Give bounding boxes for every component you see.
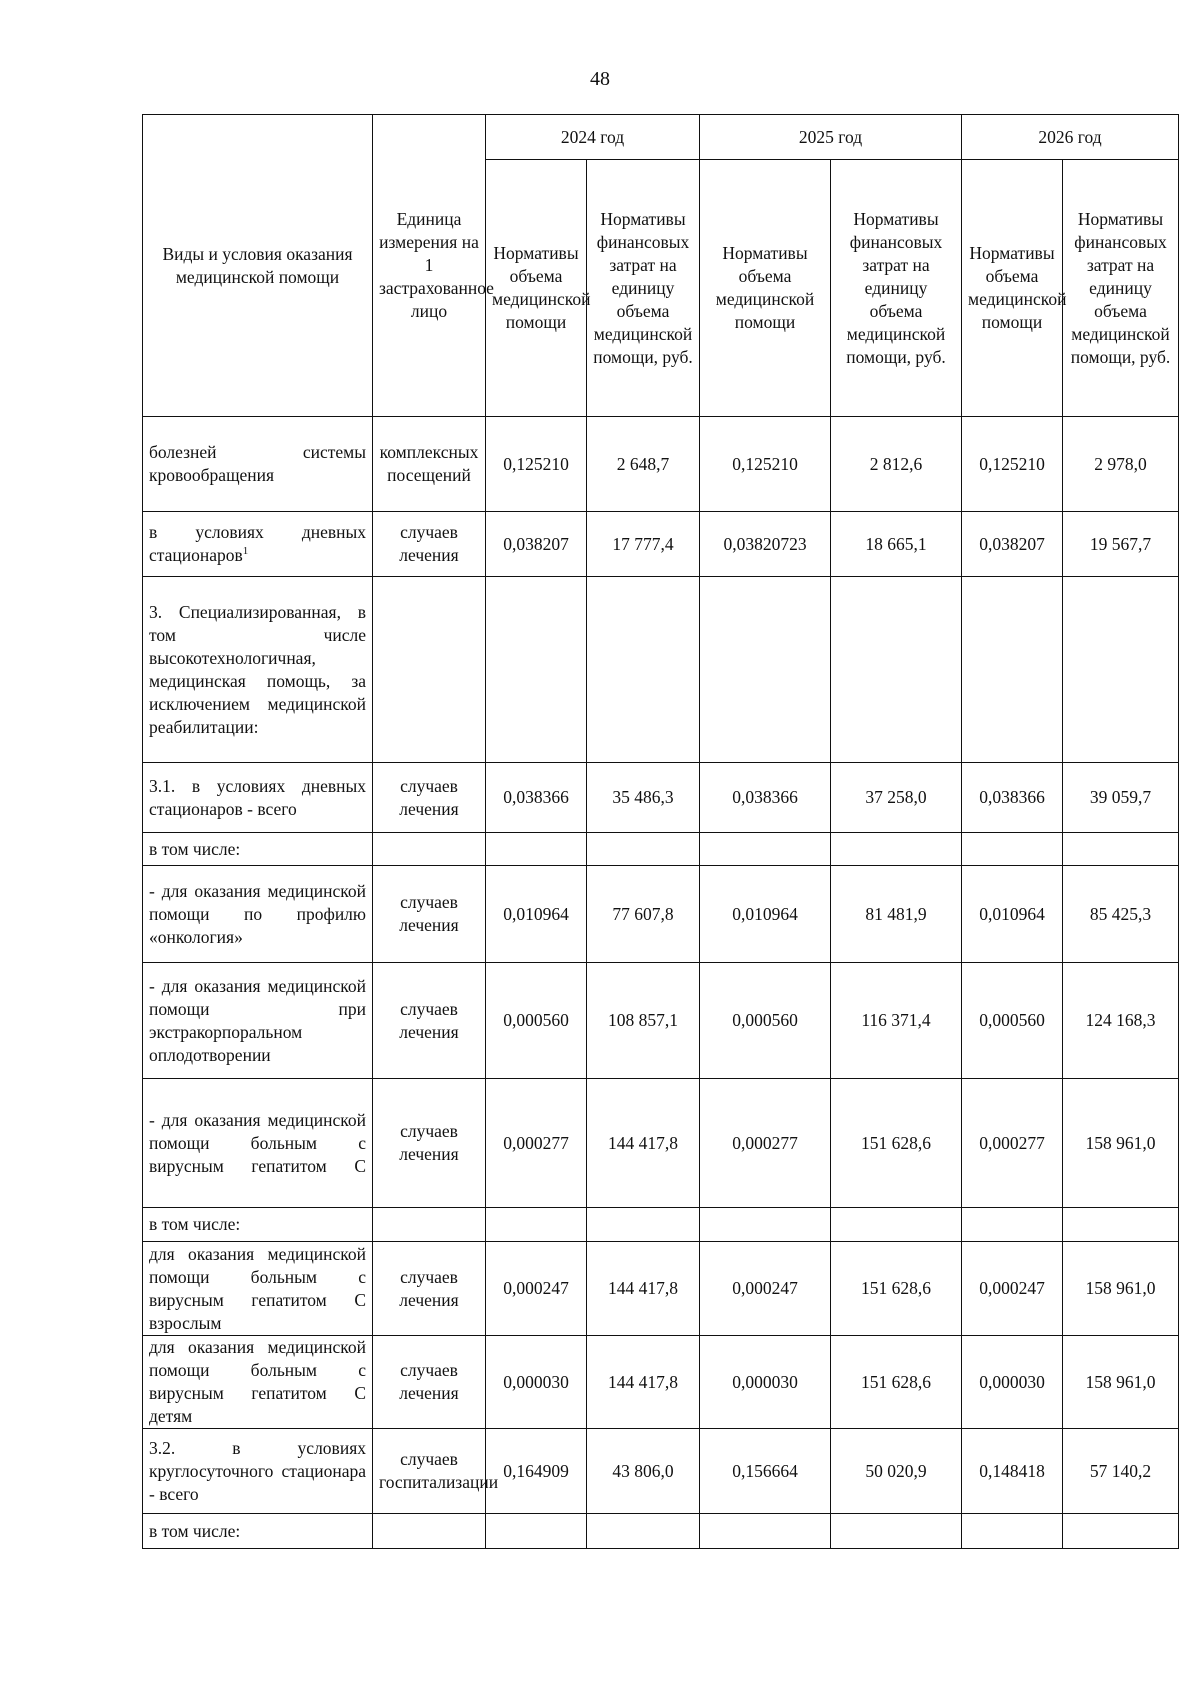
cell-v2025 <box>700 1208 831 1242</box>
row-description-text: 3.2. в условиях круглосуточного стационара - всего <box>149 1437 366 1504</box>
cell-v2026: 0,000247 <box>962 1242 1063 1336</box>
cell-v2024: 0,000247 <box>486 1242 587 1336</box>
row-unit: случаев лечения <box>373 512 486 577</box>
row-unit: случаев лечения <box>373 1336 486 1429</box>
cell-v2024: 0,164909 <box>486 1429 587 1514</box>
cell-v2025: 0,000560 <box>700 963 831 1079</box>
cell-f2026: 39 059,7 <box>1063 763 1179 833</box>
cell-f2024 <box>587 1208 700 1242</box>
cell-v2026: 0,010964 <box>962 866 1063 963</box>
row-description <box>143 963 373 1079</box>
table-row <box>143 1208 1179 1242</box>
cell-f2025 <box>831 577 962 763</box>
cell-f2026: 158 961,0 <box>1063 1336 1179 1429</box>
cell-v2026 <box>962 577 1063 763</box>
row-unit <box>373 1208 486 1242</box>
row-description <box>143 763 373 833</box>
row-description <box>143 1079 373 1208</box>
header-year-2024: 2024 год <box>486 115 700 160</box>
cell-v2026: 0,038207 <box>962 512 1063 577</box>
cell-v2025: 0,156664 <box>700 1429 831 1514</box>
row-description <box>143 417 373 512</box>
footnote-mark: 1 <box>242 545 249 558</box>
header-year-2025: 2025 год <box>700 115 962 160</box>
header-2024-volume: Нормативы объема медицинской помощи <box>486 160 587 417</box>
row-description-text: в том числе: <box>149 1520 241 1541</box>
row-description <box>143 1208 373 1242</box>
cell-f2024: 144 417,8 <box>587 1079 700 1208</box>
table-row <box>143 577 1179 763</box>
cell-f2025: 151 628,6 <box>831 1336 962 1429</box>
row-description-text: для оказания медицинской помощи больным с вирусным гепатитом С взрослым <box>149 1243 366 1333</box>
cell-v2025 <box>700 1514 831 1549</box>
table-row <box>143 417 1179 512</box>
page-number: 48 <box>590 68 610 90</box>
row-unit: комплексных посещений <box>373 417 486 512</box>
cell-f2025: 37 258,0 <box>831 763 962 833</box>
cell-v2026: 0,148418 <box>962 1429 1063 1514</box>
cell-v2025: 0,03820723 <box>700 512 831 577</box>
row-description-text: в том числе: <box>149 1214 241 1234</box>
cell-f2025: 81 481,9 <box>831 866 962 963</box>
cell-v2024: 0,000030 <box>486 1336 587 1429</box>
cell-f2026: 85 425,3 <box>1063 866 1179 963</box>
table-row <box>143 512 1179 577</box>
cell-f2024: 108 857,1 <box>587 963 700 1079</box>
cell-v2026: 0,000277 <box>962 1079 1063 1208</box>
cell-f2026: 2 978,0 <box>1063 417 1179 512</box>
header-year-2026: 2026 год <box>962 115 1179 160</box>
row-unit: случаев госпитализации <box>373 1429 486 1514</box>
cell-f2025: 151 628,6 <box>831 1079 962 1208</box>
header-unit: Единица измерения на 1 застрахованное лицо <box>373 115 486 417</box>
cell-v2024: 0,125210 <box>486 417 587 512</box>
row-unit: случаев лечения <box>373 1079 486 1208</box>
table-row <box>143 833 1179 866</box>
cell-f2024 <box>587 1514 700 1549</box>
cell-v2026: 0,125210 <box>962 417 1063 512</box>
row-description-text: в том числе: <box>149 838 241 859</box>
row-description <box>143 1429 373 1514</box>
header-2025-volume: Нормативы объема медицинской помощи <box>700 160 831 417</box>
cell-f2026 <box>1063 1514 1179 1549</box>
cell-v2025: 0,000030 <box>700 1336 831 1429</box>
header-2026-financial: Нормативы финансовых затрат на единицу объема медицинской помощи, руб. <box>1063 160 1179 417</box>
cell-v2025: 0,125210 <box>700 417 831 512</box>
cell-f2026 <box>1063 833 1179 866</box>
cell-v2025: 0,010964 <box>700 866 831 963</box>
cell-v2025: 0,038366 <box>700 763 831 833</box>
header-2024-financial: Нормативы финансовых затрат на единицу объема медицинской помощи, руб. <box>587 160 700 417</box>
cell-v2024 <box>486 1514 587 1549</box>
cell-f2025 <box>831 1514 962 1549</box>
cell-f2026: 57 140,2 <box>1063 1429 1179 1514</box>
cell-v2026 <box>962 833 1063 866</box>
cell-f2026 <box>1063 577 1179 763</box>
table-row <box>143 1079 1179 1208</box>
cell-f2024 <box>587 577 700 763</box>
cell-v2024 <box>486 833 587 866</box>
cell-f2026 <box>1063 1208 1179 1242</box>
row-unit: случаев лечения <box>373 866 486 963</box>
cell-f2024 <box>587 833 700 866</box>
cell-f2025 <box>831 1208 962 1242</box>
row-description-text: для оказания медицинской помощи больным с вирусным гепатитом С детям <box>149 1337 366 1426</box>
row-unit <box>373 1514 486 1549</box>
row-description-text: болезней системы кровообращения <box>149 442 366 485</box>
cell-v2025 <box>700 577 831 763</box>
row-description <box>143 1242 373 1336</box>
header-2025-financial: Нормативы финансовых затрат на единицу объема медицинской помощи, руб. <box>831 160 962 417</box>
cell-f2024: 43 806,0 <box>587 1429 700 1514</box>
header-2026-volume: Нормативы объема медицинской помощи <box>962 160 1063 417</box>
cell-f2026: 124 168,3 <box>1063 963 1179 1079</box>
cell-v2026: 0,038366 <box>962 763 1063 833</box>
table-row <box>143 763 1179 833</box>
row-description <box>143 866 373 963</box>
cell-f2025: 18 665,1 <box>831 512 962 577</box>
row-unit: случаев лечения <box>373 1242 486 1336</box>
cell-f2025: 116 371,4 <box>831 963 962 1079</box>
cell-v2024: 0,038207 <box>486 512 587 577</box>
cell-f2026: 158 961,0 <box>1063 1079 1179 1208</box>
cell-f2024: 77 607,8 <box>587 866 700 963</box>
cell-f2025 <box>831 833 962 866</box>
cell-f2024: 144 417,8 <box>587 1242 700 1336</box>
row-unit: случаев лечения <box>373 763 486 833</box>
cell-f2025: 2 812,6 <box>831 417 962 512</box>
table-row <box>143 1514 1179 1549</box>
row-description-text: 3. Специализированная, в том числе высокотехнологичная, медицинская помощь, за исключением медицинской реабилитации: <box>149 601 366 737</box>
cell-f2026: 19 567,7 <box>1063 512 1179 577</box>
cell-f2026: 158 961,0 <box>1063 1242 1179 1336</box>
cell-v2024 <box>486 577 587 763</box>
table-row <box>143 963 1179 1079</box>
cell-f2025: 151 628,6 <box>831 1242 962 1336</box>
row-unit <box>373 577 486 763</box>
row-description <box>143 833 373 866</box>
cell-v2026: 0,000560 <box>962 963 1063 1079</box>
cell-f2025: 50 020,9 <box>831 1429 962 1514</box>
row-description-text: 3.1. в условиях дневных стационаров - всего <box>149 775 366 819</box>
row-description <box>143 1514 373 1549</box>
cell-f2024: 35 486,3 <box>587 763 700 833</box>
cell-v2026 <box>962 1208 1063 1242</box>
cell-v2024: 0,000560 <box>486 963 587 1079</box>
table-row <box>143 1336 1179 1429</box>
row-unit <box>373 833 486 866</box>
cell-f2024: 17 777,4 <box>587 512 700 577</box>
row-description <box>143 512 373 577</box>
cell-v2024 <box>486 1208 587 1242</box>
row-description-text: - для оказания медицинской помощи больным с вирусным гепатитом С <box>149 1109 366 1176</box>
row-description-text: - для оказания медицинской помощи по профилю «онкология» <box>149 880 366 947</box>
cell-v2025: 0,000277 <box>700 1079 831 1208</box>
cell-v2024: 0,000277 <box>486 1079 587 1208</box>
cell-v2024: 0,010964 <box>486 866 587 963</box>
cell-v2025 <box>700 833 831 866</box>
cell-f2024: 144 417,8 <box>587 1336 700 1429</box>
cell-v2026: 0,000030 <box>962 1336 1063 1429</box>
table-row <box>143 1242 1179 1336</box>
norms-table <box>142 114 1179 1549</box>
row-description <box>143 1336 373 1429</box>
cell-v2026 <box>962 1514 1063 1549</box>
row-description <box>143 577 373 763</box>
row-unit: случаев лечения <box>373 963 486 1079</box>
cell-v2024: 0,038366 <box>486 763 587 833</box>
cell-f2024: 2 648,7 <box>587 417 700 512</box>
header-type-of-care: Виды и условия оказания медицинской помощи <box>143 115 373 417</box>
table-row <box>143 1429 1179 1514</box>
table-row <box>143 866 1179 963</box>
cell-v2025: 0,000247 <box>700 1242 831 1336</box>
row-description-text: - для оказания медицинской помощи при экстракорпоральном оплодотворении <box>149 975 366 1065</box>
row-description-text: в условиях дневных стационаров <box>149 522 366 565</box>
